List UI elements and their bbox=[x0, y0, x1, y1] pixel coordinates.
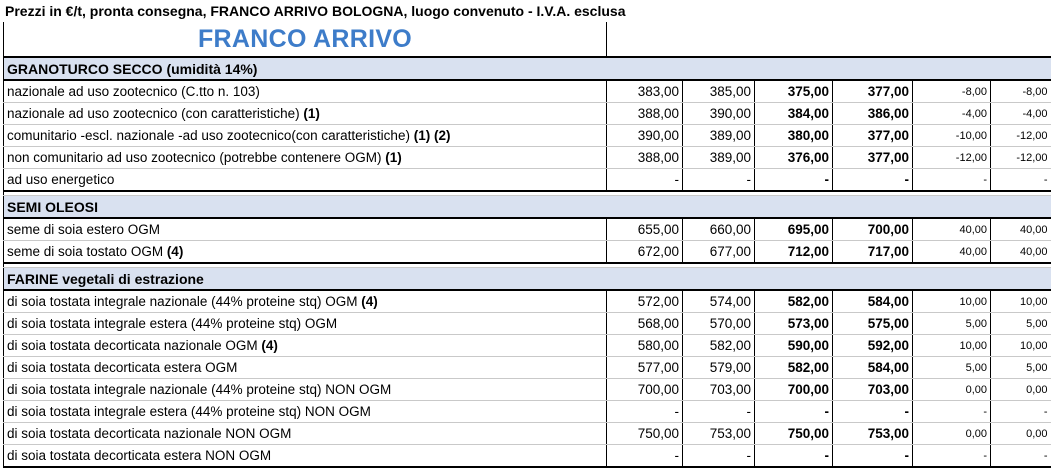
price-min-prev: 750,00 bbox=[607, 423, 683, 445]
row-label-text: non comunitario ad uso zootecnico (potrebbe contenere OGM) bbox=[7, 150, 382, 165]
row-label bbox=[4, 357, 607, 379]
price-max-current: 592,00 bbox=[833, 335, 913, 357]
row-label bbox=[4, 103, 607, 125]
row-label bbox=[4, 80, 607, 103]
variation-min: - bbox=[913, 445, 991, 468]
variation-max: 10,00 bbox=[991, 290, 1051, 313]
row-label bbox=[4, 423, 607, 445]
variation-min: 5,00 bbox=[913, 313, 991, 335]
price-max-current: 703,00 bbox=[833, 379, 913, 401]
row-label bbox=[4, 335, 607, 357]
price-max-current: 377,00 bbox=[833, 125, 913, 147]
row-label bbox=[4, 147, 607, 169]
price-min-current: 712,00 bbox=[755, 241, 833, 264]
price-max-current: - bbox=[833, 445, 913, 468]
table-row bbox=[4, 401, 1051, 423]
variation-max: -4,00 bbox=[991, 103, 1051, 125]
variation-max: - bbox=[991, 445, 1051, 468]
price-max-current: 584,00 bbox=[833, 357, 913, 379]
price-max-prev: 579,00 bbox=[683, 357, 755, 379]
table-row bbox=[4, 169, 1051, 192]
row-label-text: nazionale ad uso zootecnico (C.tto n. 103) bbox=[7, 84, 260, 99]
table-row bbox=[4, 423, 1051, 445]
price-min-current: 582,00 bbox=[755, 290, 833, 313]
row-label-text: di soia tostata decorticata estera NON OGM bbox=[7, 448, 272, 463]
price-max-prev: 385,00 bbox=[683, 80, 755, 103]
price-min-prev: 388,00 bbox=[607, 147, 683, 169]
variation-max: 0,00 bbox=[991, 423, 1051, 445]
price-max-prev: 660,00 bbox=[683, 218, 755, 241]
row-label-text: comunitario -escl. nazionale -ad uso zootecnico(con caratteristiche) bbox=[7, 128, 410, 143]
section-title: SEMI OLEOSI bbox=[4, 196, 1051, 219]
row-note: (4) bbox=[257, 338, 278, 353]
price-min-current: - bbox=[755, 445, 833, 468]
price-min-current: 700,00 bbox=[755, 379, 833, 401]
row-label-text: di soia tostata decorticata nazionale OGM bbox=[7, 338, 258, 353]
variation-max: 10,00 bbox=[991, 335, 1051, 357]
row-label-text: di soia tostata integrale nazionale (44% proteine stq) OGM bbox=[7, 294, 358, 309]
table-row bbox=[4, 241, 1051, 264]
price-max-current: 386,00 bbox=[833, 103, 913, 125]
price-min-current: 573,00 bbox=[755, 313, 833, 335]
row-label bbox=[4, 290, 607, 313]
price-max-prev: 574,00 bbox=[683, 290, 755, 313]
price-min-prev: - bbox=[607, 401, 683, 423]
variation-min: 10,00 bbox=[913, 290, 991, 313]
table-row bbox=[4, 445, 1051, 468]
price-max-prev: 582,00 bbox=[683, 335, 755, 357]
section-title: FARINE vegetali di estrazione bbox=[4, 268, 1051, 291]
variation-max: 40,00 bbox=[991, 218, 1051, 241]
row-label bbox=[4, 241, 607, 264]
price-min-prev: 568,00 bbox=[607, 313, 683, 335]
table-row bbox=[4, 147, 1051, 169]
price-max-prev: 703,00 bbox=[683, 379, 755, 401]
variation-max: 40,00 bbox=[991, 241, 1051, 264]
row-note: (1) (2) bbox=[409, 128, 451, 143]
price-min-current: 750,00 bbox=[755, 423, 833, 445]
price-min-prev: 572,00 bbox=[607, 290, 683, 313]
variation-min: 5,00 bbox=[913, 357, 991, 379]
price-min-current: 375,00 bbox=[755, 80, 833, 103]
price-min-current: 380,00 bbox=[755, 125, 833, 147]
price-min-prev: 655,00 bbox=[607, 218, 683, 241]
section-header bbox=[4, 57, 1051, 80]
price-min-prev: 672,00 bbox=[607, 241, 683, 264]
row-label bbox=[4, 218, 607, 241]
price-max-current: 575,00 bbox=[833, 313, 913, 335]
row-note: (1) bbox=[381, 150, 402, 165]
row-label-text: di soia tostata integrale estera (44% proteine stq) NON OGM bbox=[7, 404, 371, 419]
table-row bbox=[4, 218, 1051, 241]
variation-max: -12,00 bbox=[991, 125, 1051, 147]
price-min-prev: 388,00 bbox=[607, 103, 683, 125]
table-row bbox=[4, 313, 1051, 335]
price-max-current: 753,00 bbox=[833, 423, 913, 445]
price-max-prev: 677,00 bbox=[683, 241, 755, 264]
price-min-current: 695,00 bbox=[755, 218, 833, 241]
price-max-current: 584,00 bbox=[833, 290, 913, 313]
variation-max: 5,00 bbox=[991, 313, 1051, 335]
variation-min: 40,00 bbox=[913, 241, 991, 264]
price-min-prev: 700,00 bbox=[607, 379, 683, 401]
price-max-prev: - bbox=[683, 401, 755, 423]
price-min-current: 582,00 bbox=[755, 357, 833, 379]
variation-max: 0,00 bbox=[991, 379, 1051, 401]
table-row bbox=[4, 125, 1051, 147]
price-max-prev: 389,00 bbox=[683, 147, 755, 169]
brand-title: FRANCO ARRIVO bbox=[4, 22, 607, 57]
section-title: GRANOTURCO SECCO (umidità 14%) bbox=[4, 57, 1051, 80]
price-min-prev: 580,00 bbox=[607, 335, 683, 357]
price-table bbox=[3, 22, 1051, 468]
row-label bbox=[4, 445, 607, 468]
row-label bbox=[4, 379, 607, 401]
table-row bbox=[4, 103, 1051, 125]
row-label-text: seme di soia estero OGM bbox=[7, 222, 161, 237]
row-note: (1) bbox=[299, 106, 320, 121]
variation-min: 0,00 bbox=[913, 379, 991, 401]
price-max-current: - bbox=[833, 401, 913, 423]
table-row bbox=[4, 379, 1051, 401]
price-max-prev: 570,00 bbox=[683, 313, 755, 335]
price-max-current: 700,00 bbox=[833, 218, 913, 241]
price-min-prev: 577,00 bbox=[607, 357, 683, 379]
price-max-prev: - bbox=[683, 169, 755, 192]
row-label-text: di soia tostata decorticata estera OGM bbox=[7, 360, 238, 375]
section-header bbox=[4, 196, 1051, 219]
price-min-prev: - bbox=[607, 445, 683, 468]
price-max-current: - bbox=[833, 169, 913, 192]
price-max-prev: - bbox=[683, 445, 755, 468]
price-max-current: 717,00 bbox=[833, 241, 913, 264]
variation-max: 5,00 bbox=[991, 357, 1051, 379]
row-label-text: nazionale ad uso zootecnico (con caratteristiche) bbox=[7, 106, 300, 121]
price-max-current: 377,00 bbox=[833, 147, 913, 169]
variation-min: 0,00 bbox=[913, 423, 991, 445]
brand-row bbox=[4, 22, 1051, 57]
row-label-text: di soia tostata integrale estera (44% proteine stq) OGM bbox=[7, 316, 338, 331]
price-max-prev: 389,00 bbox=[683, 125, 755, 147]
table-row bbox=[4, 335, 1051, 357]
variation-max: -8,00 bbox=[991, 80, 1051, 103]
section-header bbox=[4, 268, 1051, 291]
row-label-text: di soia tostata decorticata nazionale NON OGM bbox=[7, 426, 292, 441]
price-table-body bbox=[4, 22, 1051, 467]
variation-min: 40,00 bbox=[913, 218, 991, 241]
page-caption: Prezzi in €/t, pronta consegna, FRANCO ARRIVO BOLOGNA, luogo convenuto - I.V.A. esclusa bbox=[5, 3, 626, 19]
row-label bbox=[4, 125, 607, 147]
variation-min: -10,00 bbox=[913, 125, 991, 147]
table-row bbox=[4, 357, 1051, 379]
row-note: (4) bbox=[357, 294, 378, 309]
variation-min: 10,00 bbox=[913, 335, 991, 357]
row-label-text: di soia tostata integrale nazionale (44% proteine stq) NON OGM bbox=[7, 382, 392, 397]
price-min-prev: 383,00 bbox=[607, 80, 683, 103]
row-label-text: seme di soia tostato OGM bbox=[7, 244, 164, 259]
price-min-current: - bbox=[755, 169, 833, 192]
price-min-current: 384,00 bbox=[755, 103, 833, 125]
row-label bbox=[4, 401, 607, 423]
brand-header-blank bbox=[607, 22, 1051, 57]
price-max-prev: 390,00 bbox=[683, 103, 755, 125]
variation-max: - bbox=[991, 169, 1051, 192]
row-label-text: ad uso energetico bbox=[7, 172, 115, 187]
variation-min: - bbox=[913, 169, 991, 192]
price-min-current: 590,00 bbox=[755, 335, 833, 357]
variation-min: -8,00 bbox=[913, 80, 991, 103]
variation-max: - bbox=[991, 401, 1051, 423]
table-row bbox=[4, 290, 1051, 313]
variation-max: -12,00 bbox=[991, 147, 1051, 169]
variation-min: - bbox=[913, 401, 991, 423]
row-label bbox=[4, 313, 607, 335]
price-max-prev: 753,00 bbox=[683, 423, 755, 445]
variation-min: -12,00 bbox=[913, 147, 991, 169]
table-row bbox=[4, 80, 1051, 103]
price-min-prev: 390,00 bbox=[607, 125, 683, 147]
row-label bbox=[4, 169, 607, 192]
price-min-prev: - bbox=[607, 169, 683, 192]
price-max-current: 377,00 bbox=[833, 80, 913, 103]
variation-min: -4,00 bbox=[913, 103, 991, 125]
price-min-current: 376,00 bbox=[755, 147, 833, 169]
price-min-current: - bbox=[755, 401, 833, 423]
row-note: (4) bbox=[163, 244, 184, 259]
